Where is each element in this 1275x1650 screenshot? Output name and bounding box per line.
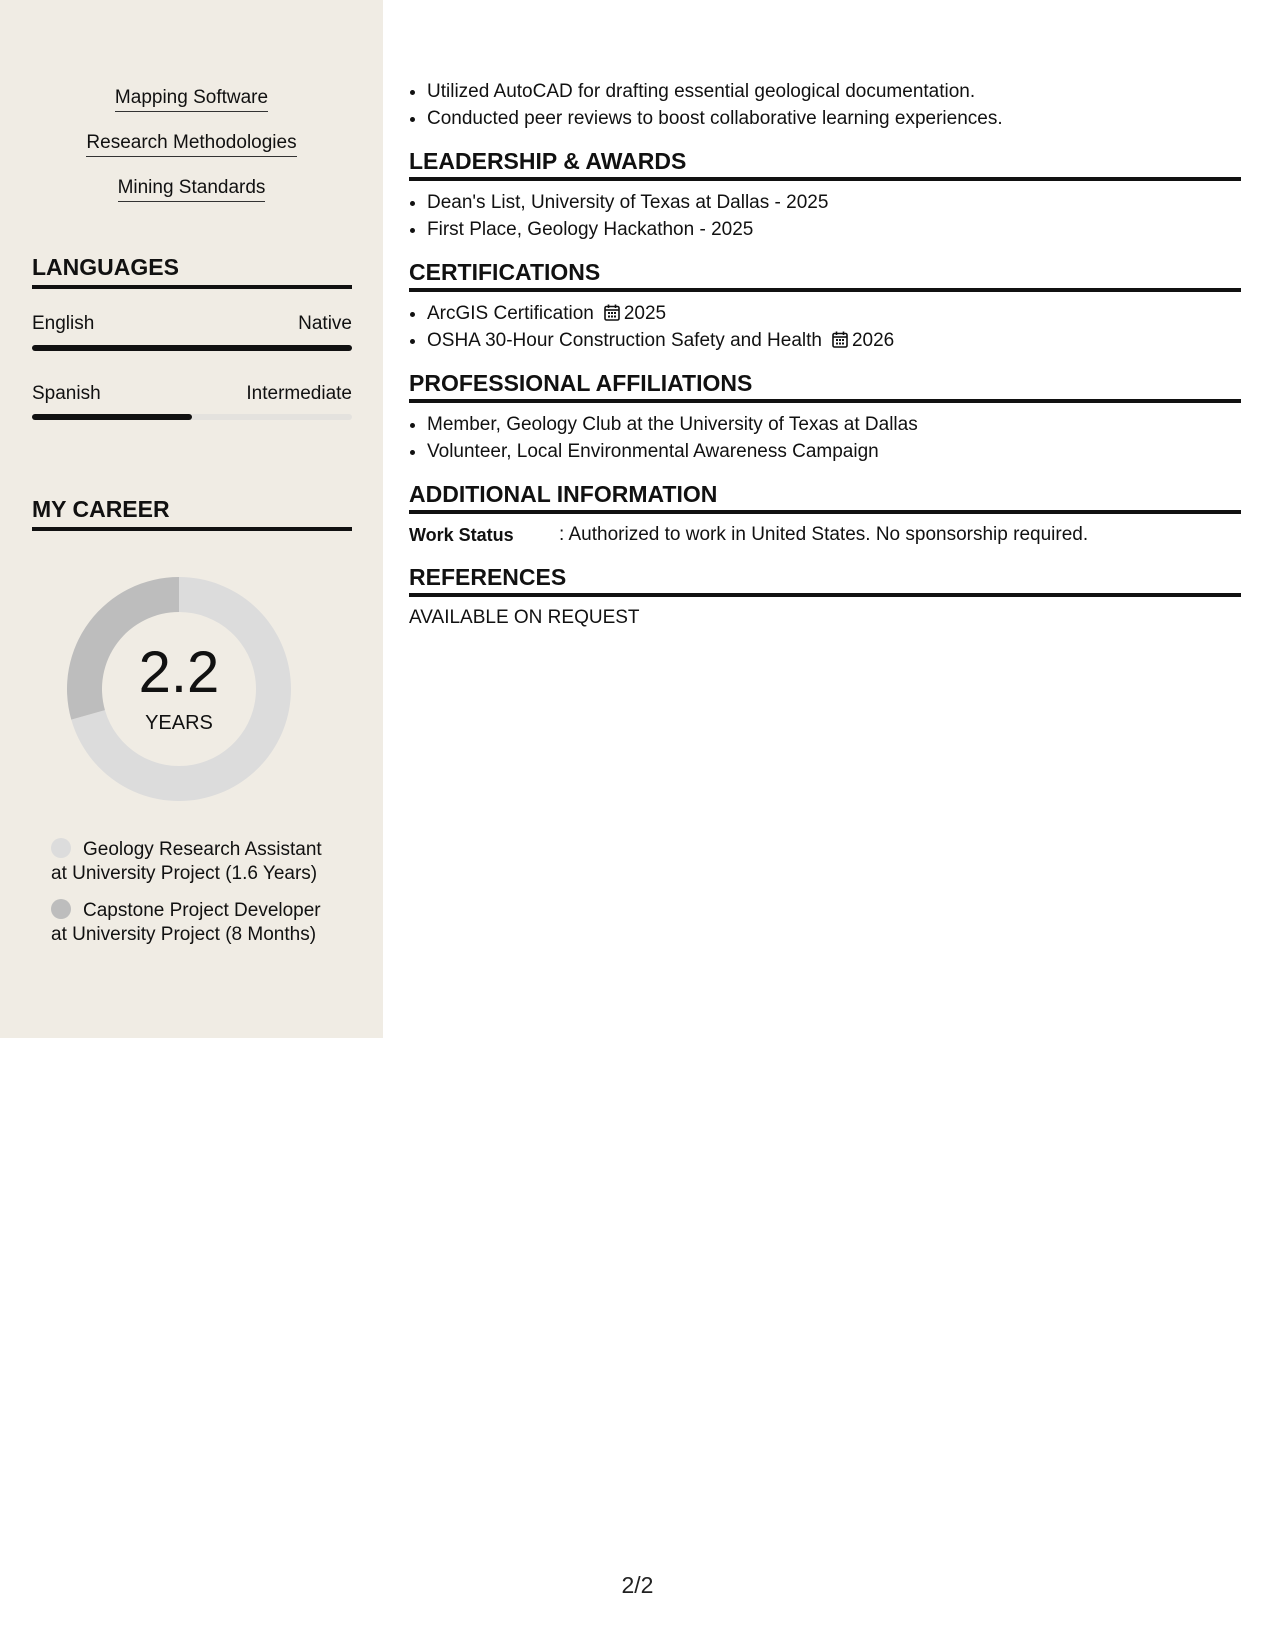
list-item: • Dean's List, University of Texas at Dallas - 2025 (427, 189, 1241, 216)
language-bar-english (32, 345, 352, 351)
career-detail: at University Project (8 Months) (51, 924, 317, 945)
additional-info-heading: ADDITIONAL INFORMATION (409, 480, 1241, 514)
leadership-list (409, 189, 1241, 243)
skill-item: Mapping Software (115, 86, 268, 112)
language-name: Spanish (32, 383, 101, 404)
list-item (427, 327, 1241, 354)
certification-year: 2025 (623, 303, 667, 324)
experience-bullets (409, 78, 1241, 132)
career-legend-item (51, 899, 351, 947)
skill-item: Research Methodologies (86, 131, 296, 157)
donut-center (66, 576, 292, 802)
language-row-english (32, 313, 352, 335)
page-number: 2/2 (621, 1572, 654, 1598)
language-bar-fill (32, 414, 192, 420)
skills-list (0, 86, 383, 221)
career-role: Geology Research Assistant (83, 839, 322, 860)
leadership-heading: LEADERSHIP & AWARDS (409, 147, 1241, 181)
references-heading: REFERENCES (409, 563, 1241, 597)
certification-name: ArcGIS Certification (427, 303, 594, 324)
language-bar-fill (32, 345, 352, 351)
certification-year: 2026 (851, 330, 895, 351)
languages-heading: LANGUAGES (32, 254, 352, 289)
list-item: • Utilized AutoCAD for drafting essential geological documentation. (427, 78, 1241, 105)
list-item: • First Place, Geology Hackathon - 2025 (427, 216, 1241, 243)
affiliations-heading: PROFESSIONAL AFFILIATIONS (409, 369, 1241, 403)
work-status-label: Work Status (409, 525, 514, 545)
certifications-list (409, 300, 1241, 354)
calendar-icon (832, 331, 848, 348)
work-status-value: : Authorized to work in United States. No sponsorship required. (559, 524, 1089, 545)
career-donut-chart (66, 576, 292, 802)
language-name: English (32, 313, 95, 334)
language-level: Intermediate (246, 383, 352, 404)
legend-dot-icon (51, 838, 71, 858)
career-legend (51, 838, 351, 960)
references-text: AVAILABLE ON REQUEST (409, 607, 640, 628)
list-item (427, 300, 1241, 327)
career-role: Capstone Project Developer (83, 900, 321, 921)
language-row-spanish (32, 383, 352, 405)
career-heading: MY CAREER (32, 496, 352, 531)
career-total-unit: YEARS (145, 712, 213, 734)
certification-name: OSHA 30-Hour Construction Safety and Health (427, 330, 822, 351)
certifications-heading: CERTIFICATIONS (409, 258, 1241, 292)
skill-item: Mining Standards (118, 176, 266, 202)
list-item: • Conducted peer reviews to boost collaborative learning experiences. (427, 105, 1241, 132)
career-legend-item (51, 838, 351, 886)
main-content (409, 78, 1241, 631)
language-level: Native (298, 313, 352, 334)
calendar-icon (604, 304, 620, 321)
list-item: • Member, Geology Club at the University of Texas at Dallas (427, 411, 1241, 438)
list-item: • Volunteer, Local Environmental Awareness Campaign (427, 438, 1241, 465)
language-bar-spanish (32, 414, 352, 420)
career-detail: at University Project (1.6 Years) (51, 863, 318, 884)
sidebar (0, 0, 383, 1038)
legend-dot-icon (51, 899, 71, 919)
affiliations-list (409, 411, 1241, 465)
career-total-value: 2.2 (138, 640, 220, 705)
work-status-row (409, 522, 1241, 548)
